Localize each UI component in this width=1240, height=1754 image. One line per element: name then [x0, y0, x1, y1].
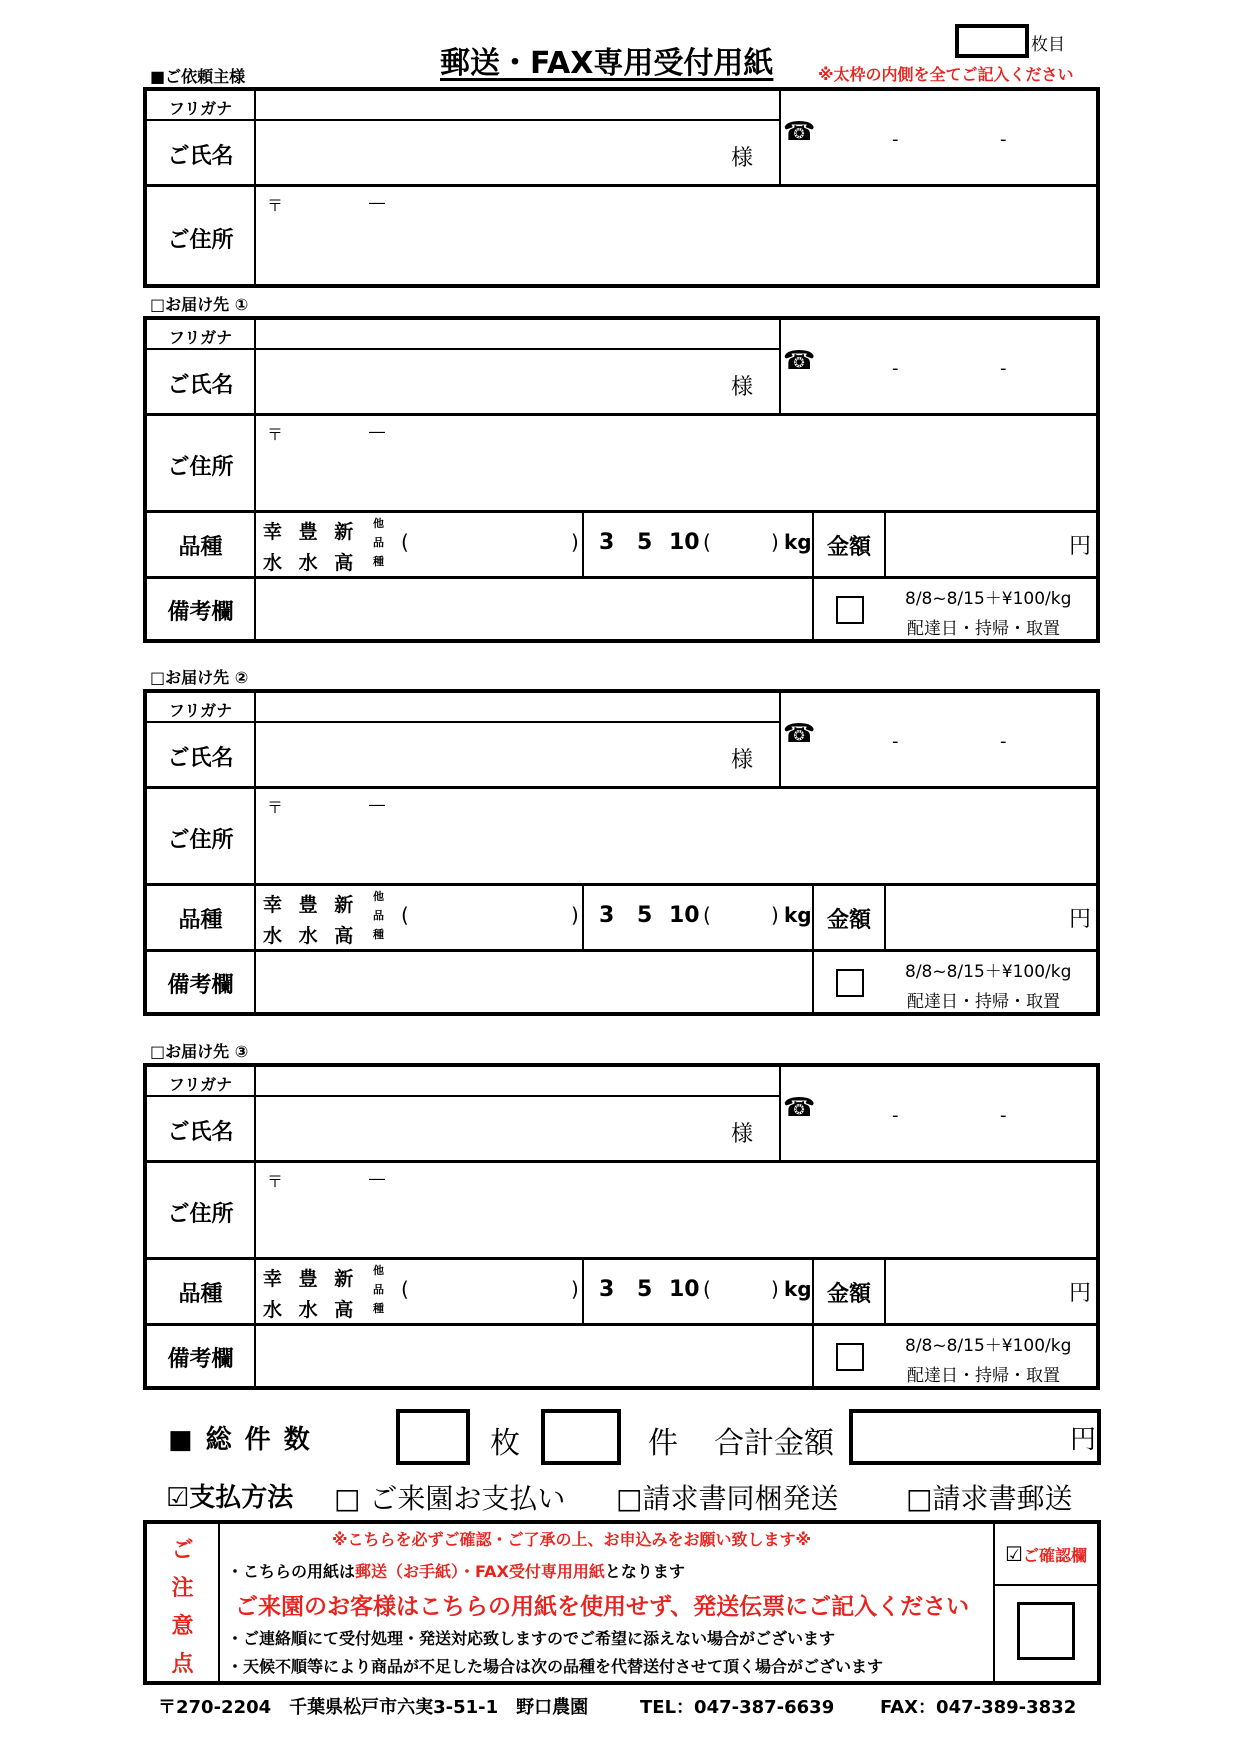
notes-side-label: ご 注 意 点: [171, 1538, 194, 1677]
remarks-input[interactable]: [257, 1329, 809, 1383]
postal-dash: ―: [369, 795, 385, 814]
payment-option-invoice-bundled[interactable]: □請求書同梱発送: [616, 1482, 839, 1515]
furigana-label: フリガナ: [168, 1075, 233, 1094]
weight-open: (: [703, 530, 711, 554]
delivery-note-1: 8/8~8/15＋¥100/kg: [905, 589, 1072, 609]
confirm-checkbox[interactable]: [1017, 1602, 1075, 1660]
weight-10[interactable]: 10: [669, 903, 700, 928]
variety-row-2[interactable]: 水 水 高: [263, 1299, 354, 1321]
address-label: ご住所: [167, 828, 234, 853]
other-variety-label: 他 品 種: [373, 890, 384, 941]
address-label: ご住所: [167, 228, 234, 253]
payment-label: ☑支払方法: [166, 1483, 294, 1513]
furigana-label: フリガナ: [168, 328, 233, 347]
amount-input[interactable]: [888, 516, 1088, 572]
destination-heading: □お届け先 ③: [150, 1042, 249, 1061]
variety-row-2[interactable]: 水 水 高: [263, 925, 354, 947]
phone-dash: -: [1000, 1105, 1007, 1126]
address-label: ご住所: [167, 1202, 234, 1227]
weight-3[interactable]: 3: [599, 530, 615, 555]
other-variety-label: 他 品 種: [373, 1264, 384, 1315]
destination-section: [143, 689, 1100, 1016]
delivery-option-checkbox[interactable]: [836, 1343, 864, 1371]
weight-10[interactable]: 10: [669, 1277, 700, 1302]
phone-dash: -: [1000, 731, 1007, 752]
total-amount-box[interactable]: [849, 1409, 1101, 1465]
remarks-input[interactable]: [257, 955, 809, 1009]
instruction-note: ※太枠の内側を全てご記入ください: [818, 65, 1074, 84]
furigana-input[interactable]: [257, 93, 777, 118]
remarks-label: 備考欄: [167, 600, 234, 625]
variety-row-1[interactable]: 幸 豊 新: [263, 894, 354, 916]
address-input[interactable]: [257, 418, 1093, 508]
other-variety-open: (: [401, 1277, 409, 1301]
phone-icon: ☎: [783, 1093, 816, 1123]
page-title: 郵送・FAX専用受付用紙: [440, 46, 774, 81]
amount-input[interactable]: [888, 889, 1088, 945]
phone-icon: ☎: [783, 719, 816, 749]
notes-section: [143, 1520, 1101, 1685]
other-variety-label: 他 品 種: [373, 517, 384, 568]
address-input[interactable]: [257, 1165, 1093, 1255]
name-input[interactable]: [257, 123, 777, 181]
weight-open: (: [703, 903, 711, 927]
name-label: ご氏名: [167, 373, 234, 398]
notes-line-1: ・こちらの用紙は郵送（お手紙）・FAX受付専用用紙となります: [227, 1562, 685, 1581]
notes-heading: ※こちらを必ずご確認・ご了承の上、お申込みをお願い致します※: [332, 1530, 812, 1549]
other-variety-close: ): [571, 530, 579, 554]
destination-section: [143, 1063, 1100, 1390]
address-input[interactable]: [257, 791, 1093, 881]
address-label: ご住所: [167, 455, 234, 480]
amount-input[interactable]: [888, 1263, 1088, 1319]
name-label: ご氏名: [167, 746, 234, 771]
delivery-note-2: 配達日・持帰・取置: [907, 992, 1060, 1012]
client-heading: ■ご依頼主様: [150, 67, 246, 86]
delivery-note-2: 配達日・持帰・取置: [907, 619, 1060, 639]
notes-line-3: ・ご連絡順にて受付処理・発送対応致しますのでご希望に添えない場合がございます: [227, 1629, 836, 1648]
check-icon: ☑: [1005, 1542, 1023, 1566]
remarks-label: 備考欄: [167, 973, 234, 998]
other-variety-close: ): [571, 1277, 579, 1301]
variety-row-2[interactable]: 水 水 高: [263, 552, 354, 574]
other-variety-input[interactable]: [415, 1263, 565, 1319]
honorific: 様: [731, 1122, 754, 1147]
other-variety-open: (: [401, 903, 409, 927]
remarks-input[interactable]: [257, 582, 809, 636]
weight-5[interactable]: 5: [637, 530, 653, 555]
amount-yen: 円: [1069, 534, 1092, 559]
postal-mark: 〒: [267, 425, 284, 444]
furigana-label: フリガナ: [168, 701, 233, 720]
postal-dash: ―: [369, 422, 385, 441]
variety-label: 品種: [178, 908, 223, 933]
phone-input[interactable]: [827, 697, 1092, 783]
weight-open: (: [703, 1277, 711, 1301]
destination-heading: □お届け先 ①: [150, 295, 249, 314]
variety-label: 品種: [178, 535, 223, 560]
amount-label: 金額: [826, 535, 871, 560]
honorific: 様: [731, 375, 754, 400]
kg-unit: kg: [784, 530, 812, 554]
variety-row-1[interactable]: 幸 豊 新: [263, 1268, 354, 1290]
honorific: 様: [731, 146, 754, 171]
item-count-box[interactable]: [541, 1409, 621, 1465]
postal-dash: ―: [369, 1169, 385, 1188]
total-label: 合計金額: [714, 1426, 834, 1461]
weight-5[interactable]: 5: [637, 1277, 653, 1302]
honorific: 様: [731, 748, 754, 773]
variety-row-1[interactable]: 幸 豊 新: [263, 521, 354, 543]
weight-close: ): [771, 530, 779, 554]
footer-tel: TEL：047-387-6639: [640, 1697, 835, 1718]
phone-dash: -: [892, 1105, 899, 1126]
weight-custom-input[interactable]: [717, 889, 767, 945]
sheet-number-box[interactable]: [955, 24, 1029, 58]
weight-custom-input[interactable]: [717, 516, 767, 572]
phone-dash: -: [892, 129, 899, 150]
other-variety-open: (: [401, 530, 409, 554]
amount-yen: 円: [1069, 1281, 1092, 1306]
other-variety-close: ): [571, 903, 579, 927]
phone-dash: -: [1000, 358, 1007, 379]
remarks-label: 備考欄: [167, 1347, 234, 1372]
address-input[interactable]: [257, 189, 1093, 281]
postal-mark: 〒: [267, 798, 284, 817]
phone-input[interactable]: [827, 95, 1092, 181]
name-input[interactable]: [257, 1099, 777, 1157]
totals-label: ■ 総 件 数: [168, 1425, 312, 1455]
kg-unit: kg: [784, 1277, 812, 1301]
footer-fax: FAX：047-389-3832: [880, 1697, 1077, 1718]
phone-icon: ☎: [783, 346, 816, 376]
notes-line-4: ・天候不順等により商品が不足した場合は次の品種を代替送付させて頂く場合がございます: [227, 1657, 884, 1676]
name-input[interactable]: [257, 725, 777, 783]
postal-dash: ―: [369, 193, 385, 212]
delivery-note-2: 配達日・持帰・取置: [907, 1366, 1060, 1386]
other-variety-input[interactable]: [415, 516, 565, 572]
name-label: ご氏名: [167, 1120, 234, 1145]
client-section: [143, 87, 1100, 288]
weight-close: ): [771, 903, 779, 927]
delivery-option-checkbox[interactable]: [836, 969, 864, 997]
footer-address: 〒270-2204 千葉県松戸市六実3-51-1 野口農園: [158, 1697, 589, 1718]
postal-mark: 〒: [267, 196, 284, 215]
kg-unit: kg: [784, 903, 812, 927]
postal-mark: 〒: [267, 1172, 284, 1191]
other-variety-input[interactable]: [415, 889, 565, 945]
notes-line-2: ご来園のお客様はこちらの用紙を使用せず、発送伝票にご記入ください: [235, 1594, 970, 1620]
item-unit: 件: [648, 1426, 678, 1461]
weight-custom-input[interactable]: [717, 1263, 767, 1319]
variety-label: 品種: [178, 1282, 223, 1307]
amount-label: 金額: [826, 1282, 871, 1307]
weight-3[interactable]: 3: [599, 1277, 615, 1302]
sheet-unit: 枚: [490, 1426, 520, 1461]
amount-label: 金額: [826, 908, 871, 933]
destination-heading: □お届け先 ②: [150, 668, 249, 687]
furigana-input[interactable]: [257, 695, 777, 720]
destination-section: [143, 316, 1100, 643]
name-label: ご氏名: [167, 144, 234, 169]
phone-dash: -: [892, 358, 899, 379]
furigana-input[interactable]: [257, 1069, 777, 1094]
phone-input[interactable]: [827, 324, 1092, 410]
delivery-option-checkbox[interactable]: [836, 596, 864, 624]
amount-yen: 円: [1069, 907, 1092, 932]
weight-5[interactable]: 5: [637, 903, 653, 928]
phone-icon: ☎: [783, 117, 816, 147]
total-yen: 円: [1070, 1425, 1097, 1455]
weight-close: ): [771, 1277, 779, 1301]
weight-3[interactable]: 3: [599, 903, 615, 928]
name-input[interactable]: [257, 352, 777, 410]
sheet-suffix: 枚目: [1031, 35, 1065, 55]
weight-10[interactable]: 10: [669, 530, 700, 555]
phone-dash: -: [892, 731, 899, 752]
furigana-input[interactable]: [257, 322, 777, 347]
payment-option-invoice-mail[interactable]: □請求書郵送: [906, 1482, 1073, 1515]
delivery-note-1: 8/8~8/15＋¥100/kg: [905, 1336, 1072, 1356]
payment-option-visit[interactable]: □ ご来園お支払い: [334, 1482, 566, 1515]
phone-input[interactable]: [827, 1071, 1092, 1157]
confirm-header: ☑ご確認欄: [1005, 1542, 1087, 1566]
furigana-label: フリガナ: [168, 99, 233, 118]
delivery-note-1: 8/8~8/15＋¥100/kg: [905, 962, 1072, 982]
phone-dash: -: [1000, 129, 1007, 150]
sheet-count-box[interactable]: [396, 1409, 470, 1465]
